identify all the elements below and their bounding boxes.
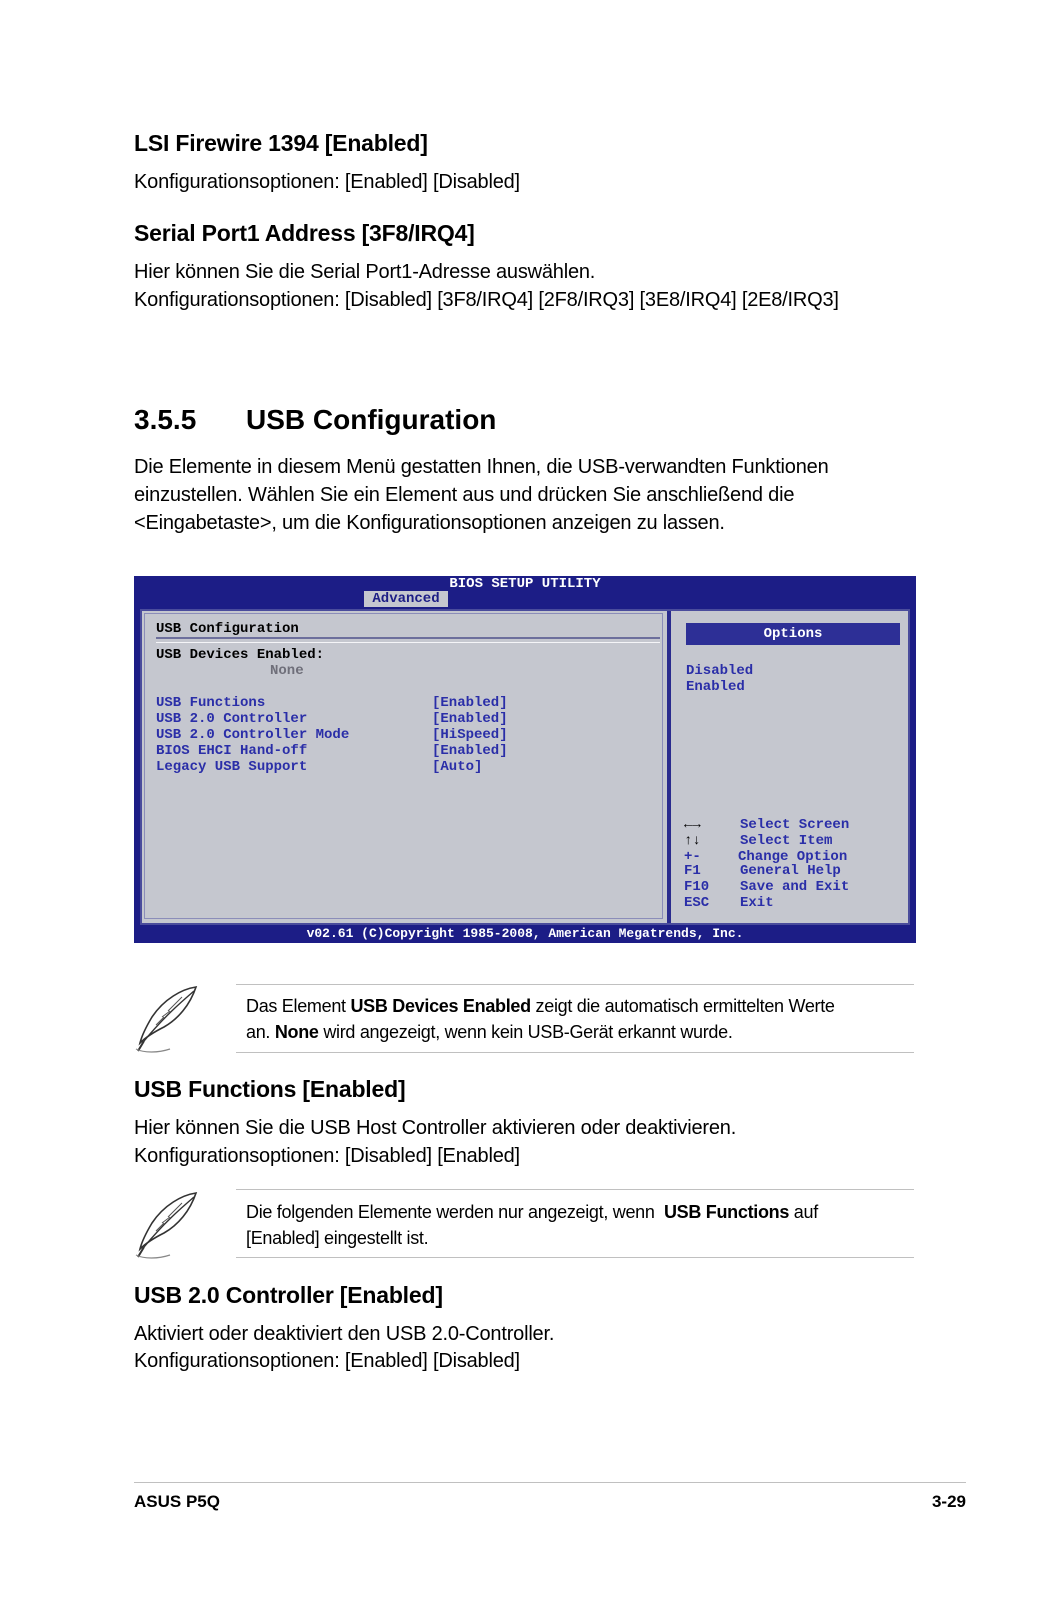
- bios-item-usb20-mode[interactable]: USB 2.0 Controller Mode: [156, 727, 350, 743]
- note1-line-2: [246, 1019, 906, 1045]
- bios-key-action-exit: Exit: [740, 895, 774, 911]
- chapter-title: USB Configuration: [246, 404, 497, 435]
- bios-main-panel: [140, 609, 910, 925]
- section-title-lsi-firewire: LSI Firewire 1394 [Enabled]: [134, 130, 428, 156]
- section-title-usb20-controller: USB 2.0 Controller [Enabled]: [134, 1282, 443, 1308]
- bios-item-legacy-usb-value[interactable]: [Auto]: [432, 759, 483, 775]
- bios-item-usb-functions[interactable]: USB Functions: [156, 695, 266, 711]
- section-title-usb-functions: USB Functions [Enabled]: [134, 1076, 406, 1102]
- bios-options-header: Options: [686, 623, 900, 645]
- usb-functions-options: Konfigurationsoptionen: [Disabled] [Enabled]: [134, 1145, 520, 1167]
- bios-header-rule: [156, 637, 660, 643]
- bios-item-ehci-handoff-value[interactable]: [Enabled]: [432, 743, 508, 759]
- bios-item-usb20-controller-value[interactable]: [Enabled]: [432, 711, 508, 727]
- bios-section-header: USB Configuration: [156, 621, 299, 637]
- bios-copyright-footer: v02.61 (C)Copyright 1985-2008, American Megatrends, Inc.: [306, 926, 744, 941]
- bios-option-disabled[interactable]: Disabled: [686, 663, 754, 679]
- note1-bold-none: None: [274, 1022, 319, 1042]
- bios-key-arrows-lr: ←→: [684, 817, 701, 833]
- footer-rule: [134, 1482, 966, 1483]
- bios-item-legacy-usb[interactable]: Legacy USB Support: [156, 759, 308, 775]
- feather-pen-icon: [134, 1189, 204, 1266]
- note2-line-2: [Enabled] eingestellt ist.: [246, 1228, 429, 1248]
- bios-devices-value: None: [270, 663, 304, 679]
- note1-text-a: Das Element: [246, 996, 351, 1016]
- bios-key-action-change-option: Change Option: [738, 849, 848, 865]
- intro-line-1: Die Elemente in diesem Menü gestatten Ihnen, die USB-verwandten Funktionen: [134, 456, 829, 478]
- note1-text-d: wird angezeigt, wenn kein USB-Gerät erkannt wurde.: [318, 1022, 733, 1042]
- bios-key-action-select-screen: Select Screen: [740, 817, 850, 833]
- footer-page-number: 3-29: [931, 1492, 966, 1511]
- note1-text-c: an.: [246, 1022, 275, 1042]
- chapter-number: 3.5.5: [134, 404, 197, 435]
- section-title-serial-port: Serial Port1 Address [3F8/IRQ4]: [134, 220, 475, 246]
- note2-bold-usb-functions: USB Functions: [663, 1202, 790, 1222]
- bios-item-usb-functions-value[interactable]: [Enabled]: [432, 695, 508, 711]
- serial-options-text: Konfigurationsoptionen: [Disabled] [3F8/IRQ4] [2F8/IRQ3] [3E8/IRQ4] [2E8/IRQ3]: [134, 289, 839, 311]
- usb20-description: Aktiviert oder deaktiviert den USB 2.0-Controller.: [134, 1323, 555, 1345]
- intro-line-3: <Eingabetaste>, um die Konfigurationsoptionen anzeigen zu lassen.: [134, 512, 725, 534]
- intro-line-2: einzustellen. Wählen Sie ein Element aus und drücken Sie anschließend die: [134, 484, 795, 506]
- note1-top-rule: [236, 984, 914, 985]
- note1-bottom-rule: [236, 1052, 914, 1053]
- note2-text-b: auf: [789, 1202, 818, 1222]
- usb-functions-description: Hier können Sie die USB Host Controller aktivieren oder deaktivieren.: [134, 1117, 737, 1139]
- lsi-options-text: Konfigurationsoptionen: [Enabled] [Disabled]: [134, 171, 520, 193]
- bios-key-f1: F1: [684, 863, 701, 879]
- feather-pen-icon: [134, 983, 204, 1060]
- bios-key-esc: ESC: [684, 895, 710, 911]
- bios-key-action-save-exit: Save and Exit: [740, 879, 850, 895]
- note1-line-1: [246, 993, 906, 1019]
- bios-item-ehci-handoff[interactable]: BIOS EHCI Hand-off: [156, 743, 308, 759]
- bios-option-enabled[interactable]: Enabled: [686, 679, 745, 695]
- bios-screenshot: [134, 576, 916, 943]
- note2-bottom-rule: [236, 1257, 914, 1258]
- usb20-options: Konfigurationsoptionen: [Enabled] [Disabled]: [134, 1350, 520, 1372]
- bios-key-plus-minus: +-: [684, 849, 701, 865]
- note2-line-1: [246, 1199, 906, 1225]
- note1-bold-usb-devices-enabled: USB Devices Enabled: [350, 996, 531, 1016]
- bios-key-action-select-item: Select Item: [740, 833, 833, 849]
- note1-text-b: zeigt die automatisch ermittelten Werte: [530, 996, 835, 1016]
- serial-description: Hier können Sie die Serial Port1-Adresse auswählen.: [134, 261, 596, 283]
- bios-item-usb20-mode-value[interactable]: [HiSpeed]: [432, 727, 508, 743]
- bios-key-f10: F10: [684, 879, 710, 895]
- bios-key-arrows-ud: ↑↓: [684, 833, 701, 849]
- bios-tab-advanced[interactable]: Advanced: [364, 591, 448, 607]
- bios-key-action-general-help: General Help: [740, 863, 841, 879]
- note2-text-a: Die folgenden Elemente werden nur angezeigt, wenn: [246, 1202, 664, 1222]
- bios-item-usb20-controller[interactable]: USB 2.0 Controller: [156, 711, 308, 727]
- bios-title: BIOS SETUP UTILITY: [449, 576, 601, 592]
- bios-panel-divider: [667, 611, 671, 923]
- footer-product-name: ASUS P5Q: [134, 1492, 220, 1511]
- bios-devices-label: USB Devices Enabled:: [156, 647, 325, 663]
- note2-top-rule: [236, 1189, 914, 1190]
